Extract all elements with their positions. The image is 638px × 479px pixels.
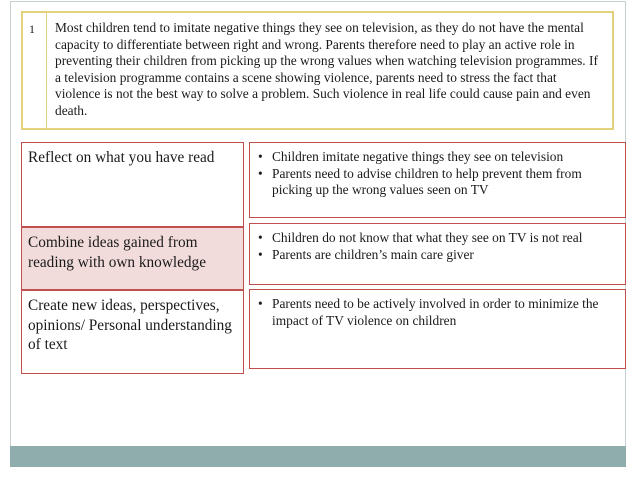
- label-reflect: [21, 142, 244, 227]
- label-combine: [21, 227, 244, 290]
- label-create: [21, 290, 244, 374]
- label-create-text: Create new ideas, perspectives, opinions/ Personal understanding of text: [28, 297, 232, 353]
- bullet-item: • Parents need to advise children to help prevent them from picking up the wrong values seen on TV: [256, 166, 619, 199]
- notes-reflect: [249, 142, 626, 218]
- label-reflect-text: Reflect on what you have read: [28, 149, 215, 166]
- passage-text: Most children tend to imitate negative things they see on television, as they do not have the mental capacity to differentiate between right and wrong. Parents therefore need to play an active role in preventing their children from picking up the wrong values when watching television programmes. If a television programme contains a scene showing violence, parents need to stress the fact that violence is not the best way to solve a problem. Such violence in real life could cause pain and even death.: [55, 20, 598, 118]
- footer-bar: [10, 446, 626, 467]
- passage-box: [21, 11, 614, 130]
- bullet-item: • Children do not know that what they see on TV is not real: [256, 230, 619, 247]
- bullet-item: • Parents are children’s main care giver: [256, 247, 619, 264]
- notes-combine: [249, 223, 626, 285]
- bullet-item: • Parents need to be actively involved in order to minimize the impact of TV violence on children: [256, 296, 619, 329]
- bullet-item: • Children imitate negative things they see on television: [256, 149, 619, 166]
- label-combine-text: Combine ideas gained from reading with own knowledge: [28, 234, 206, 271]
- passage-number: 1: [23, 13, 47, 128]
- notes-create: [249, 289, 626, 369]
